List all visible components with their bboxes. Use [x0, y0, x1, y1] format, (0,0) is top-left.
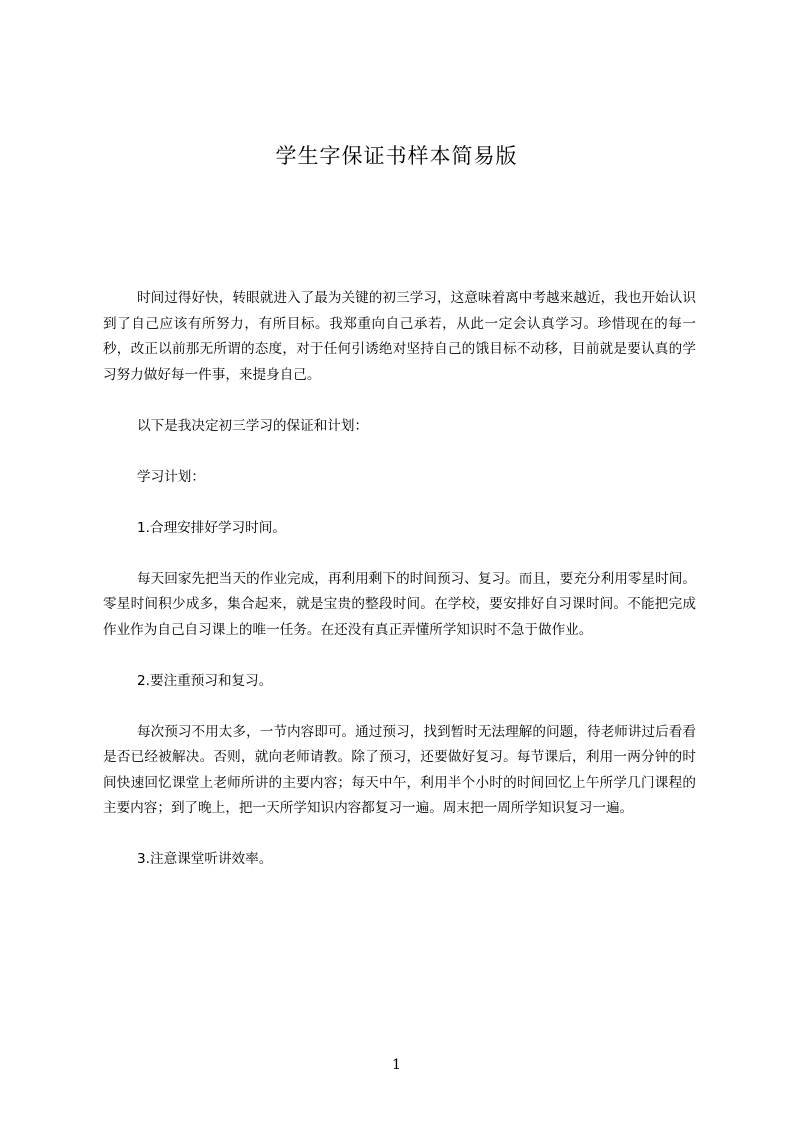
- paragraph-guarantee-heading: 以下是我决定初三学习的保证和计划：: [137, 417, 369, 434]
- paragraph-preview-review: 每次预习不用太多，一节内容即可。通过预习，找到暂时无法理解的问题，待老师讲过后看看是否已经被解决。否则，就向老师请教。除了预习，还要做好复习。每节课后，利用一两分钟的时间快速回忆课堂上老师所讲的主要内容；每天中午，利用半个小时的时间回忆上午所学几门课程的主要内容；到了晚上，把一天所学知识内容都复习一遍。周末把一周所学知识复习一遍。: [103, 723, 696, 816]
- paragraph-study-plan-label: 学习计划：: [137, 468, 205, 485]
- section-heading-preview-review: 2.要注重预习和复习。: [137, 672, 273, 689]
- document-title: 学生字保证书样本简易版: [275, 144, 518, 168]
- paragraph-time-management: 每天回家先把当天的作业完成，再利用剩下的时间预习、复习。而且，要充分利用零星时间。零星时间积少成多，集合起来，就是宝贵的整段时间。在学校，要安排好自习课时间。不能把完成作业作为自己自习课上的唯一任务。在还没有真正弄懂所学知识时不急于做作业。: [103, 570, 696, 638]
- section-heading-time-management: 1.合理安排好学习时间。: [137, 519, 286, 536]
- document-body: [103, 286, 696, 873]
- section-heading-class-efficiency: 3.注意课堂听讲效率。: [137, 851, 273, 867]
- paragraph-intro: 时间过得好快，转眼就进入了最为关键的初三学习，这意味着离中考越来越近，我也开始认识到了自己应该有所努力，有所目标。我郑重向自己承若，从此一定会认真学习。珍惜现在的每一秒，改正以前那无所谓的态度，对于任何引诱绝对坚持自己的饿目标不动移，目前就是要认真的学习努力做好每一件事，来提身自己。: [103, 290, 696, 383]
- page-number: 1: [392, 1057, 401, 1073]
